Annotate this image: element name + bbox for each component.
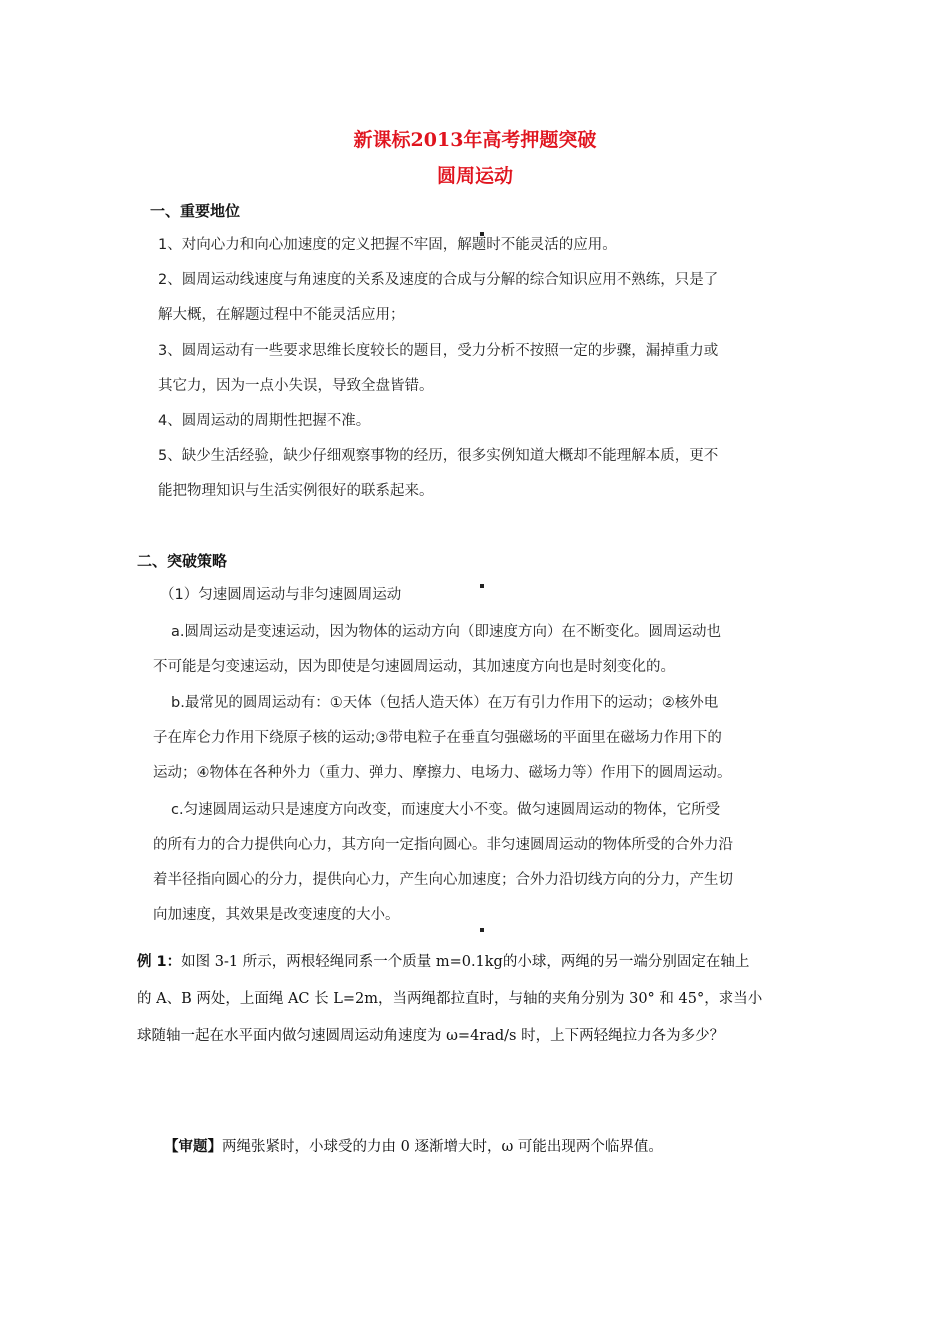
example-problem <box>137 944 827 1055</box>
text-line: 其它力，因为一点小失误，导致全盘皆错。 <box>158 378 434 394</box>
analysis-text: 两绳张紧时，小球受的力由 0 逐渐增大时，ω 可能出现两个临界值。 <box>222 1139 663 1155</box>
document-title: 新课标2013年高考押题突破 <box>353 129 597 151</box>
text-line: 能把物理知识与生活实例很好的联系起来。 <box>158 483 434 499</box>
list-item <box>158 439 808 509</box>
text-line: 5、缺少生活经验，缺少仔细观察事物的经历，很多实例知道大概却不能理解本质，更不 <box>158 448 719 464</box>
text-line: 球随轴一起在水平面内做匀速圆周运动角速度为 ω=4rad/s 时，上下两轻绳拉力各为多少？ <box>137 1028 725 1044</box>
text-line: 4、圆周运动的周期性把握不准。 <box>158 413 371 429</box>
section-heading-importance: 一、重要地位 <box>150 202 241 220</box>
list-item <box>158 334 808 404</box>
paragraph-b <box>153 686 813 791</box>
text-line: 不可能是匀变速运动，因为即使是匀速圆周运动，其加速度方向也是时刻变化的。 <box>153 659 675 675</box>
document-subtitle: 圆周运动 <box>436 165 513 187</box>
text-line: 3、圆周运动有一些要求思维长度较长的题目，受力分析不按照一定的步骤，漏掉重力或 <box>158 343 719 359</box>
section-heading-strategy: 二、突破策略 <box>137 552 228 570</box>
list-item <box>158 404 808 439</box>
text-line: 的 A、B 两处，上面绳 AC 长 L=2m，当两绳都拉直时，与轴的夹角分别为 30° 和 45°，求当小 <box>137 991 763 1007</box>
list-item <box>158 228 808 263</box>
text-line: 着半径指向圆心的分力，提供向心力，产生向心加速度；合外力沿切线方向的分力，产生切 <box>153 872 733 888</box>
text-line: 运动；④物体在各种外力（重力、弹力、摩擦力、电场力、磁场力等）作用下的圆周运动。 <box>153 765 732 781</box>
paragraph-a <box>153 615 813 685</box>
text-line: a.圆周运动是变速运动，因为物体的运动方向（即速度方向）在不断变化。圆周运动也 <box>171 624 721 640</box>
bullet-mark <box>480 928 484 932</box>
example-label: 例 1： <box>137 954 182 970</box>
text-line: 2、圆周运动线速度与角速度的关系及速度的合成与分解的综合知识应用不熟练，只是了 <box>158 272 719 288</box>
text-line: b.最常见的圆周运动有：①天体（包括人造天体）在万有引力作用下的运动；②核外电 <box>171 695 719 711</box>
text-line: 如图 3-1 所示，两根轻绳同系一个质量 m=0.1kg的小球，两绳的另一端分别固定在轴上 <box>181 954 750 970</box>
text-line: 向加速度，其效果是改变速度的大小。 <box>153 907 400 923</box>
analysis-label: 【审题】 <box>164 1139 222 1155</box>
text-line: 的所有力的合力提供向心力，其方向一定指向圆心。非匀速圆周运动的物体所受的合外力沿 <box>153 837 733 853</box>
subsection-title: （1）匀速圆周运动与非匀速圆周运动 <box>160 587 402 603</box>
list-item <box>158 263 808 333</box>
text-line: 解大概，在解题过程中不能灵活应用； <box>158 307 405 323</box>
text-line: 1、对向心力和向心加速度的定义把握不牢固，解题时不能灵活的应用。 <box>158 237 617 253</box>
text-line: c.匀速圆周运动只是速度方向改变，而速度大小不变。做匀速圆周运动的物体，它所受 <box>171 802 721 818</box>
paragraph-c <box>153 793 813 933</box>
bullet-mark <box>480 584 484 588</box>
analysis-note <box>164 1135 663 1156</box>
text-line: 子在库仑力作用下绕原子核的运动;③带电粒子在垂直匀强磁场的平面里在磁场力作用下的 <box>153 730 722 746</box>
